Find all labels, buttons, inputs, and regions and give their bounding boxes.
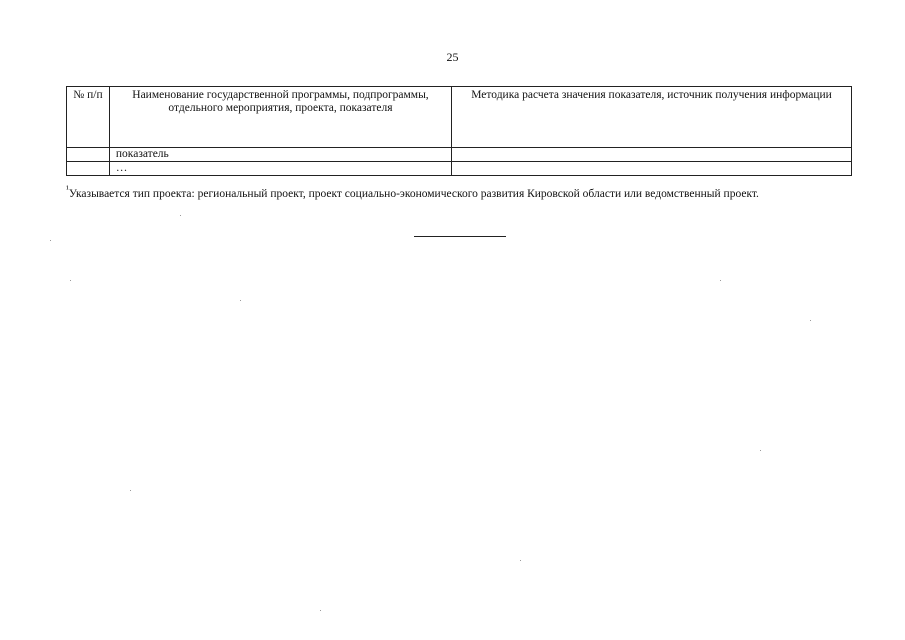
row-number-cell	[67, 162, 110, 176]
row-number-cell	[67, 148, 110, 162]
row-method-cell	[452, 162, 852, 176]
header-number: № п/п	[67, 87, 110, 148]
row-method-cell	[452, 148, 852, 162]
scan-speck	[520, 560, 521, 561]
scan-speck	[720, 280, 721, 281]
scan-speck	[130, 490, 131, 491]
scan-speck	[50, 240, 51, 241]
footnote	[66, 184, 866, 200]
footnote-marker: ¹	[66, 184, 69, 195]
header-method: Методика расчета значения показателя, источник получения информации	[452, 87, 852, 148]
table-header-row	[67, 87, 852, 148]
indicator-table	[66, 86, 852, 176]
end-of-document-line	[414, 236, 506, 237]
scan-speck	[760, 450, 761, 451]
table-row	[67, 148, 852, 162]
table-row	[67, 162, 852, 176]
row-name-cell: …	[109, 162, 451, 176]
scan-speck	[70, 280, 71, 281]
header-name: Наименование государственной программы, подпрограммы, отдельного мероприятия, проекта, показателя	[109, 87, 451, 148]
scan-speck	[180, 215, 181, 216]
scan-speck	[240, 300, 241, 301]
row-name-cell: показатель	[109, 148, 451, 162]
scan-speck	[810, 320, 811, 321]
page-number: 25	[446, 50, 459, 64]
footnote-text: Указывается тип проекта: региональный проект, проект социально-экономического развития Кировской области или ведомственный проект.	[68, 187, 759, 200]
scan-speck	[320, 610, 321, 611]
